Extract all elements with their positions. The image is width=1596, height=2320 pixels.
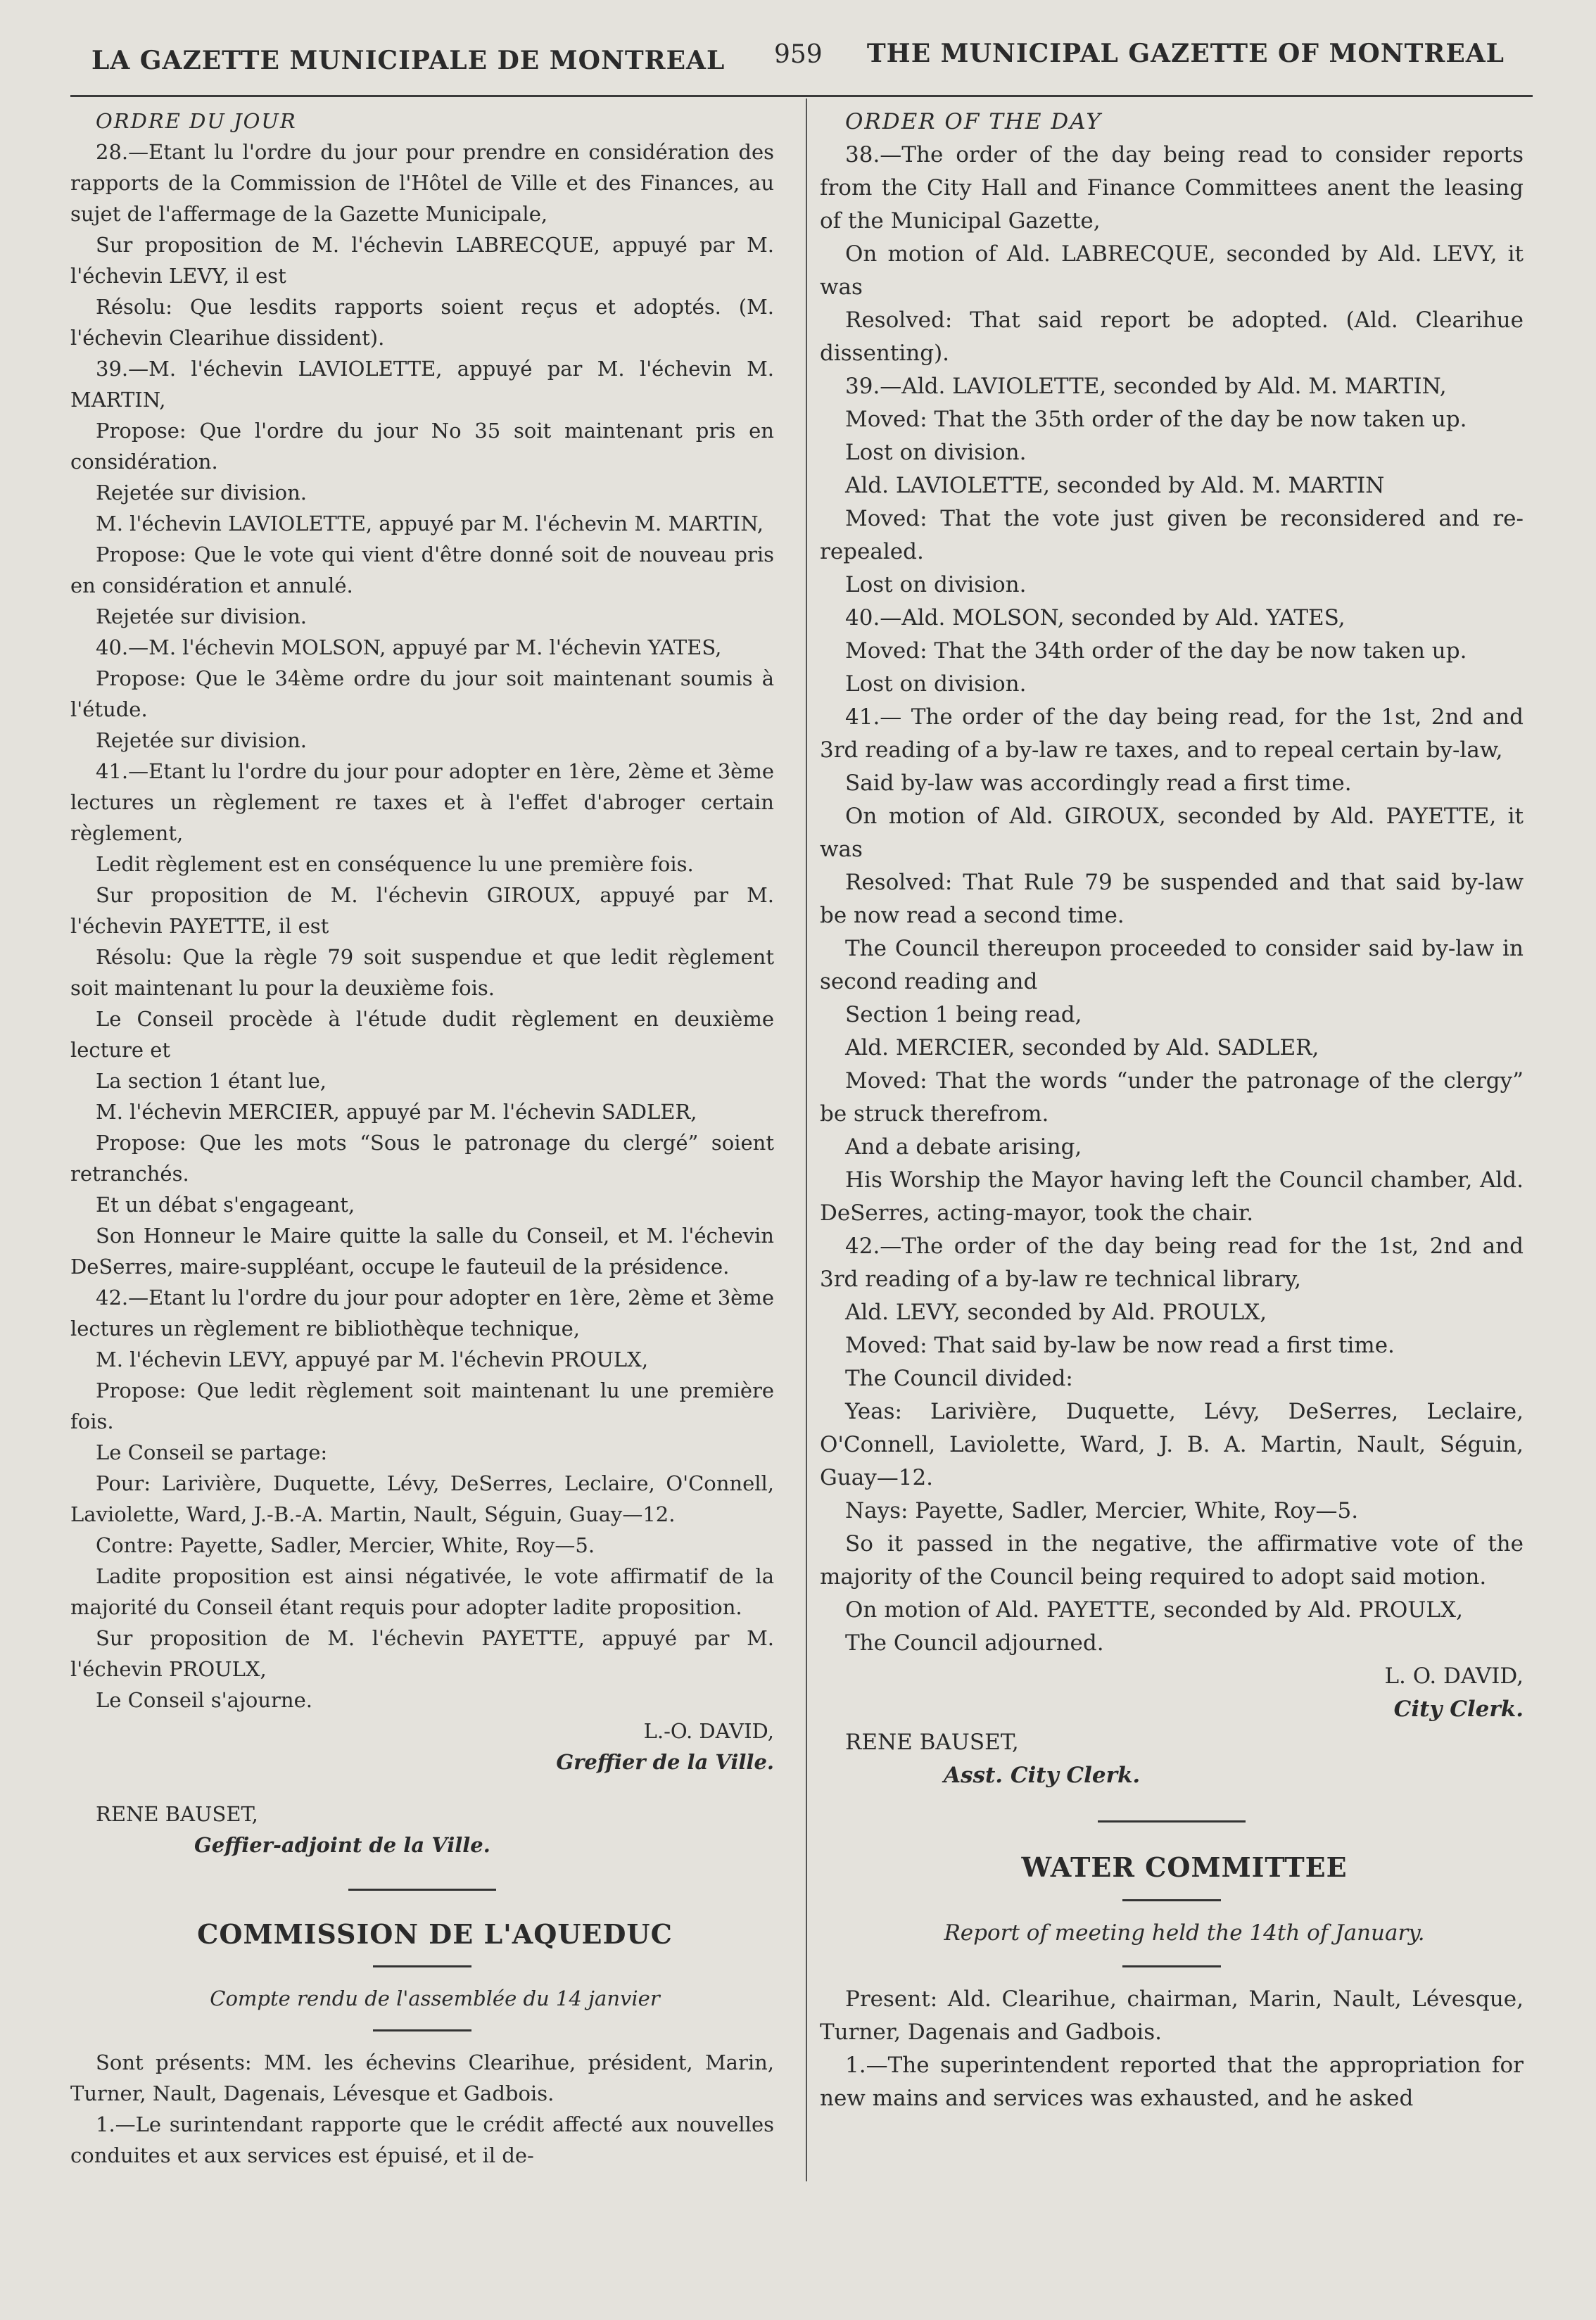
paragraph: Sur proposition de M. l'échevin LABRECQUE, appuyé par M. l'échevin LEVY, il est bbox=[70, 233, 774, 288]
header-title-en: THE MUNICIPAL GAZETTE OF MONTREAL bbox=[866, 39, 1505, 68]
paragraph: The Council thereupon proceeded to consider said by-law in second reading and bbox=[820, 936, 1524, 994]
committee-heading: WATER COMMITTEE bbox=[1021, 1851, 1348, 1883]
paragraph: So it passed in the negative, the affirmative vote of the majority of the Council being required to adopt said motion. bbox=[820, 1531, 1524, 1590]
column-divider bbox=[806, 99, 807, 2181]
paragraph: Ald. MERCIER, seconded by Ald. SADLER, bbox=[845, 1035, 1319, 1060]
asst-clerk-name: RENE BAUSET, bbox=[96, 1802, 258, 1826]
paragraph: Le Conseil procède à l'étude dudit règlement en deuxième lecture et bbox=[70, 1007, 774, 1062]
paragraph: Sur proposition de M. l'échevin GIROUX, appuyé par M. l'échevin PAYETTE, il est bbox=[70, 883, 774, 938]
french-column bbox=[70, 106, 774, 2171]
divider bbox=[373, 1965, 471, 1967]
paragraph: Resolved: That Rule 79 be suspended and that said by-law be now read a second time. bbox=[820, 870, 1524, 928]
english-column bbox=[820, 106, 1524, 2115]
paragraph: M. l'échevin LAVIOLETTE, appuyé par M. l'échevin M. MARTIN, bbox=[96, 512, 764, 535]
paragraph: 41.— The order of the day being read, for the 1st, 2nd and 3rd reading of a by-law re taxes, and to repeal certain by-law, bbox=[820, 704, 1524, 763]
header-title-fr: LA GAZETTE MUNICIPALE DE MONTREAL bbox=[91, 46, 726, 75]
divider bbox=[1122, 1899, 1221, 1901]
asst-clerk-title: Geffier-adjoint de la Ville. bbox=[194, 1833, 490, 1857]
paragraph: Propose: Que les mots “Sous le patronage du clergé” soient retranchés. bbox=[70, 1131, 774, 1186]
divider bbox=[348, 1889, 496, 1891]
paragraph: Rejetée sur division. bbox=[96, 604, 307, 628]
clerk-signature-name: L. O. DAVID, bbox=[1384, 1663, 1524, 1689]
divider bbox=[1098, 1820, 1246, 1823]
paragraph: Rejetée sur division. bbox=[96, 728, 307, 752]
paragraph: 41.—Etant lu l'ordre du jour pour adopter en 1ère, 2ème et 3ème lectures un règlement re taxes et à l'effet d'abroger certain règlement, bbox=[70, 759, 774, 845]
paragraph: Moved: That the vote just given be reconsidered and re-repealed. bbox=[820, 506, 1524, 564]
paragraph: Résolu: Que la règle 79 soit suspendue et que ledit règlement soit maintenant lu pour la deuxième fois. bbox=[70, 945, 774, 1000]
paragraph: Ald. LEVY, seconded by Ald. PROULX, bbox=[845, 1300, 1267, 1325]
paragraph: Moved: That said by-law be now read a first time. bbox=[845, 1333, 1395, 1358]
paragraph: The Council adjourned. bbox=[845, 1630, 1104, 1656]
paragraph: Lost on division. bbox=[845, 671, 1027, 697]
paragraph: Son Honneur le Maire quitte la salle du Conseil, et M. l'échevin DeSerres, maire-suppléant, occupe le fauteuil de la présidence. bbox=[70, 1224, 774, 1279]
paragraph: La section 1 étant lue, bbox=[96, 1069, 327, 1093]
section-heading-fr: ORDRE DU JOUR bbox=[96, 109, 297, 133]
paragraph: 40.—M. l'échevin MOLSON, appuyé par M. l'échevin YATES, bbox=[96, 635, 722, 659]
paragraph: Le Conseil s'ajourne. bbox=[96, 1688, 312, 1712]
paragraph: M. l'échevin LEVY, appuyé par M. l'échevin PROULX, bbox=[96, 1348, 649, 1371]
paragraph: 1.—Le surintendant rapporte que le crédit affecté aux nouvelles conduites et aux services est épuisé, et il de- bbox=[70, 2112, 774, 2167]
paragraph: Resolved: That said report be adopted. (Ald. Clearihue dissenting). bbox=[820, 308, 1524, 366]
paragraph: M. l'échevin MERCIER, appuyé par M. l'échevin SADLER, bbox=[96, 1100, 697, 1124]
paragraph: Rejetée sur division. bbox=[96, 481, 307, 505]
paragraph: 42.—The order of the day being read for the 1st, 2nd and 3rd reading of a by-law re technical library, bbox=[820, 1234, 1524, 1292]
commission-subheading: Compte rendu de l'assemblée du 14 janvier bbox=[210, 1986, 660, 2010]
paragraph: 28.—Etant lu l'ordre du jour pour prendre en considération des rapports de la Commission de l'Hôtel de Ville et des Finances, au sujet de l'affermage de la Gazette Municipale, bbox=[70, 140, 774, 226]
paragraph: Present: Ald. Clearihue, chairman, Marin, Nault, Lévesque, Turner, Dagenais and Gadbois. bbox=[820, 1986, 1524, 2045]
paragraph: Section 1 being read, bbox=[845, 1002, 1082, 1027]
paragraph: Résolu: Que lesdits rapports soient reçus et adoptés. (M. l'échevin Clearihue dissident). bbox=[70, 295, 774, 350]
paragraph: Ald. LAVIOLETTE, seconded by Ald. M. MARTIN bbox=[845, 473, 1385, 498]
paragraph: Propose: Que l'ordre du jour No 35 soit maintenant pris en considération. bbox=[70, 419, 774, 474]
paragraph: Moved: That the 35th order of the day be now taken up. bbox=[845, 407, 1467, 432]
paragraph: 39.—M. l'échevin LAVIOLETTE, appuyé par M. l'échevin M. MARTIN, bbox=[70, 357, 774, 412]
committee-subheading: Report of meeting held the 14th of January. bbox=[944, 1920, 1425, 1946]
paragraph: Yeas: Larivière, Duquette, Lévy, DeSerres, Leclaire, O'Connell, Laviolette, Ward, J. B. A. Martin, Nault, Séguin, Guay—12. bbox=[820, 1399, 1524, 1490]
paragraph: Propose: Que le 34ème ordre du jour soit maintenant soumis à l'étude. bbox=[70, 666, 774, 721]
clerk-signature-title: Greffier de la Ville. bbox=[556, 1750, 774, 1774]
paragraph: Propose: Que ledit règlement soit maintenant lu une première fois. bbox=[70, 1378, 774, 1433]
paragraph: Nays: Payette, Sadler, Mercier, White, Roy—5. bbox=[845, 1498, 1359, 1523]
paragraph: 40.—Ald. MOLSON, seconded by Ald. YATES, bbox=[845, 605, 1345, 630]
asst-clerk-title: Asst. City Clerk. bbox=[944, 1763, 1141, 1788]
paragraph: Moved: That the 34th order of the day be now taken up. bbox=[845, 638, 1467, 664]
page-header bbox=[70, 32, 1533, 97]
paragraph: 39.—Ald. LAVIOLETTE, seconded by Ald. M. MARTIN, bbox=[845, 374, 1447, 399]
paragraph: Said by-law was accordingly read a first time. bbox=[845, 771, 1352, 796]
divider bbox=[373, 2029, 471, 2031]
commission-minutes-fr bbox=[70, 2047, 774, 2171]
minutes-fr bbox=[70, 137, 774, 1716]
divider bbox=[1122, 1965, 1221, 1967]
paragraph: Le Conseil se partage: bbox=[96, 1440, 328, 1464]
minutes-en bbox=[820, 139, 1524, 1660]
paragraph: Moved: That the words “under the patronage of the clergy” be struck therefrom. bbox=[820, 1068, 1524, 1127]
paragraph: Lost on division. bbox=[845, 572, 1027, 597]
paragraph: And a debate arising, bbox=[845, 1134, 1082, 1160]
clerk-signature-title: City Clerk. bbox=[1393, 1697, 1524, 1722]
clerk-signature-name: L.-O. DAVID, bbox=[643, 1719, 774, 1743]
paragraph: The Council divided: bbox=[845, 1366, 1073, 1391]
page-number: 959 bbox=[774, 40, 823, 69]
asst-clerk-name: RENE BAUSET, bbox=[845, 1730, 1019, 1755]
paragraph: Ledit règlement est en conséquence lu une première fois. bbox=[96, 852, 694, 876]
paragraph: Pour: Larivière, Duquette, Lévy, DeSerres, Leclaire, O'Connell, Laviolette, Ward, J.-B.-A. Martin, Nault, Séguin, Guay—12. bbox=[70, 1471, 774, 1526]
commission-heading: COMMISSION DE L'AQUEDUC bbox=[197, 1918, 673, 1950]
paragraph: 38.—The order of the day being read to consider reports from the City Hall and Finance Committees anent the leasing of the Municipal Gazette, bbox=[820, 142, 1524, 234]
paragraph: On motion of Ald. GIROUX, seconded by Ald. PAYETTE, it was bbox=[820, 804, 1524, 862]
paragraph: 1.—The superintendent reported that the appropriation for new mains and services was exhausted, and he asked bbox=[820, 2053, 1524, 2111]
paragraph: Lost on division. bbox=[845, 440, 1027, 465]
paragraph: 42.—Etant lu l'ordre du jour pour adopter en 1ère, 2ème et 3ème lectures un règlement re bibliothèque technique, bbox=[70, 1286, 774, 1340]
paragraph: His Worship the Mayor having left the Council chamber, Ald. DeSerres, acting-mayor, took the chair. bbox=[820, 1167, 1524, 1226]
section-heading-en: ORDER OF THE DAY bbox=[845, 109, 1102, 134]
paragraph: Contre: Payette, Sadler, Mercier, White, Roy—5. bbox=[96, 1533, 595, 1557]
paragraph: Sont présents: MM. les échevins Clearihue, président, Marin, Turner, Nault, Dagenais, Lévesque et Gadbois. bbox=[70, 2050, 774, 2105]
committee-minutes-en bbox=[820, 1983, 1524, 2115]
paragraph: Et un débat s'engageant, bbox=[96, 1193, 355, 1217]
paragraph: On motion of Ald. LABRECQUE, seconded by Ald. LEVY, it was bbox=[820, 241, 1524, 300]
paragraph: Sur proposition de M. l'échevin PAYETTE, appuyé par M. l'échevin PROULX, bbox=[70, 1626, 774, 1681]
paragraph: Ladite proposition est ainsi négativée, le vote affirmatif de la majorité du Conseil étant requis pour adopter ladite proposition. bbox=[70, 1564, 774, 1619]
paragraph: Propose: Que le vote qui vient d'être donné soit de nouveau pris en considération et annulé. bbox=[70, 543, 774, 597]
paragraph: On motion of Ald. PAYETTE, seconded by Ald. PROULX, bbox=[845, 1597, 1463, 1623]
